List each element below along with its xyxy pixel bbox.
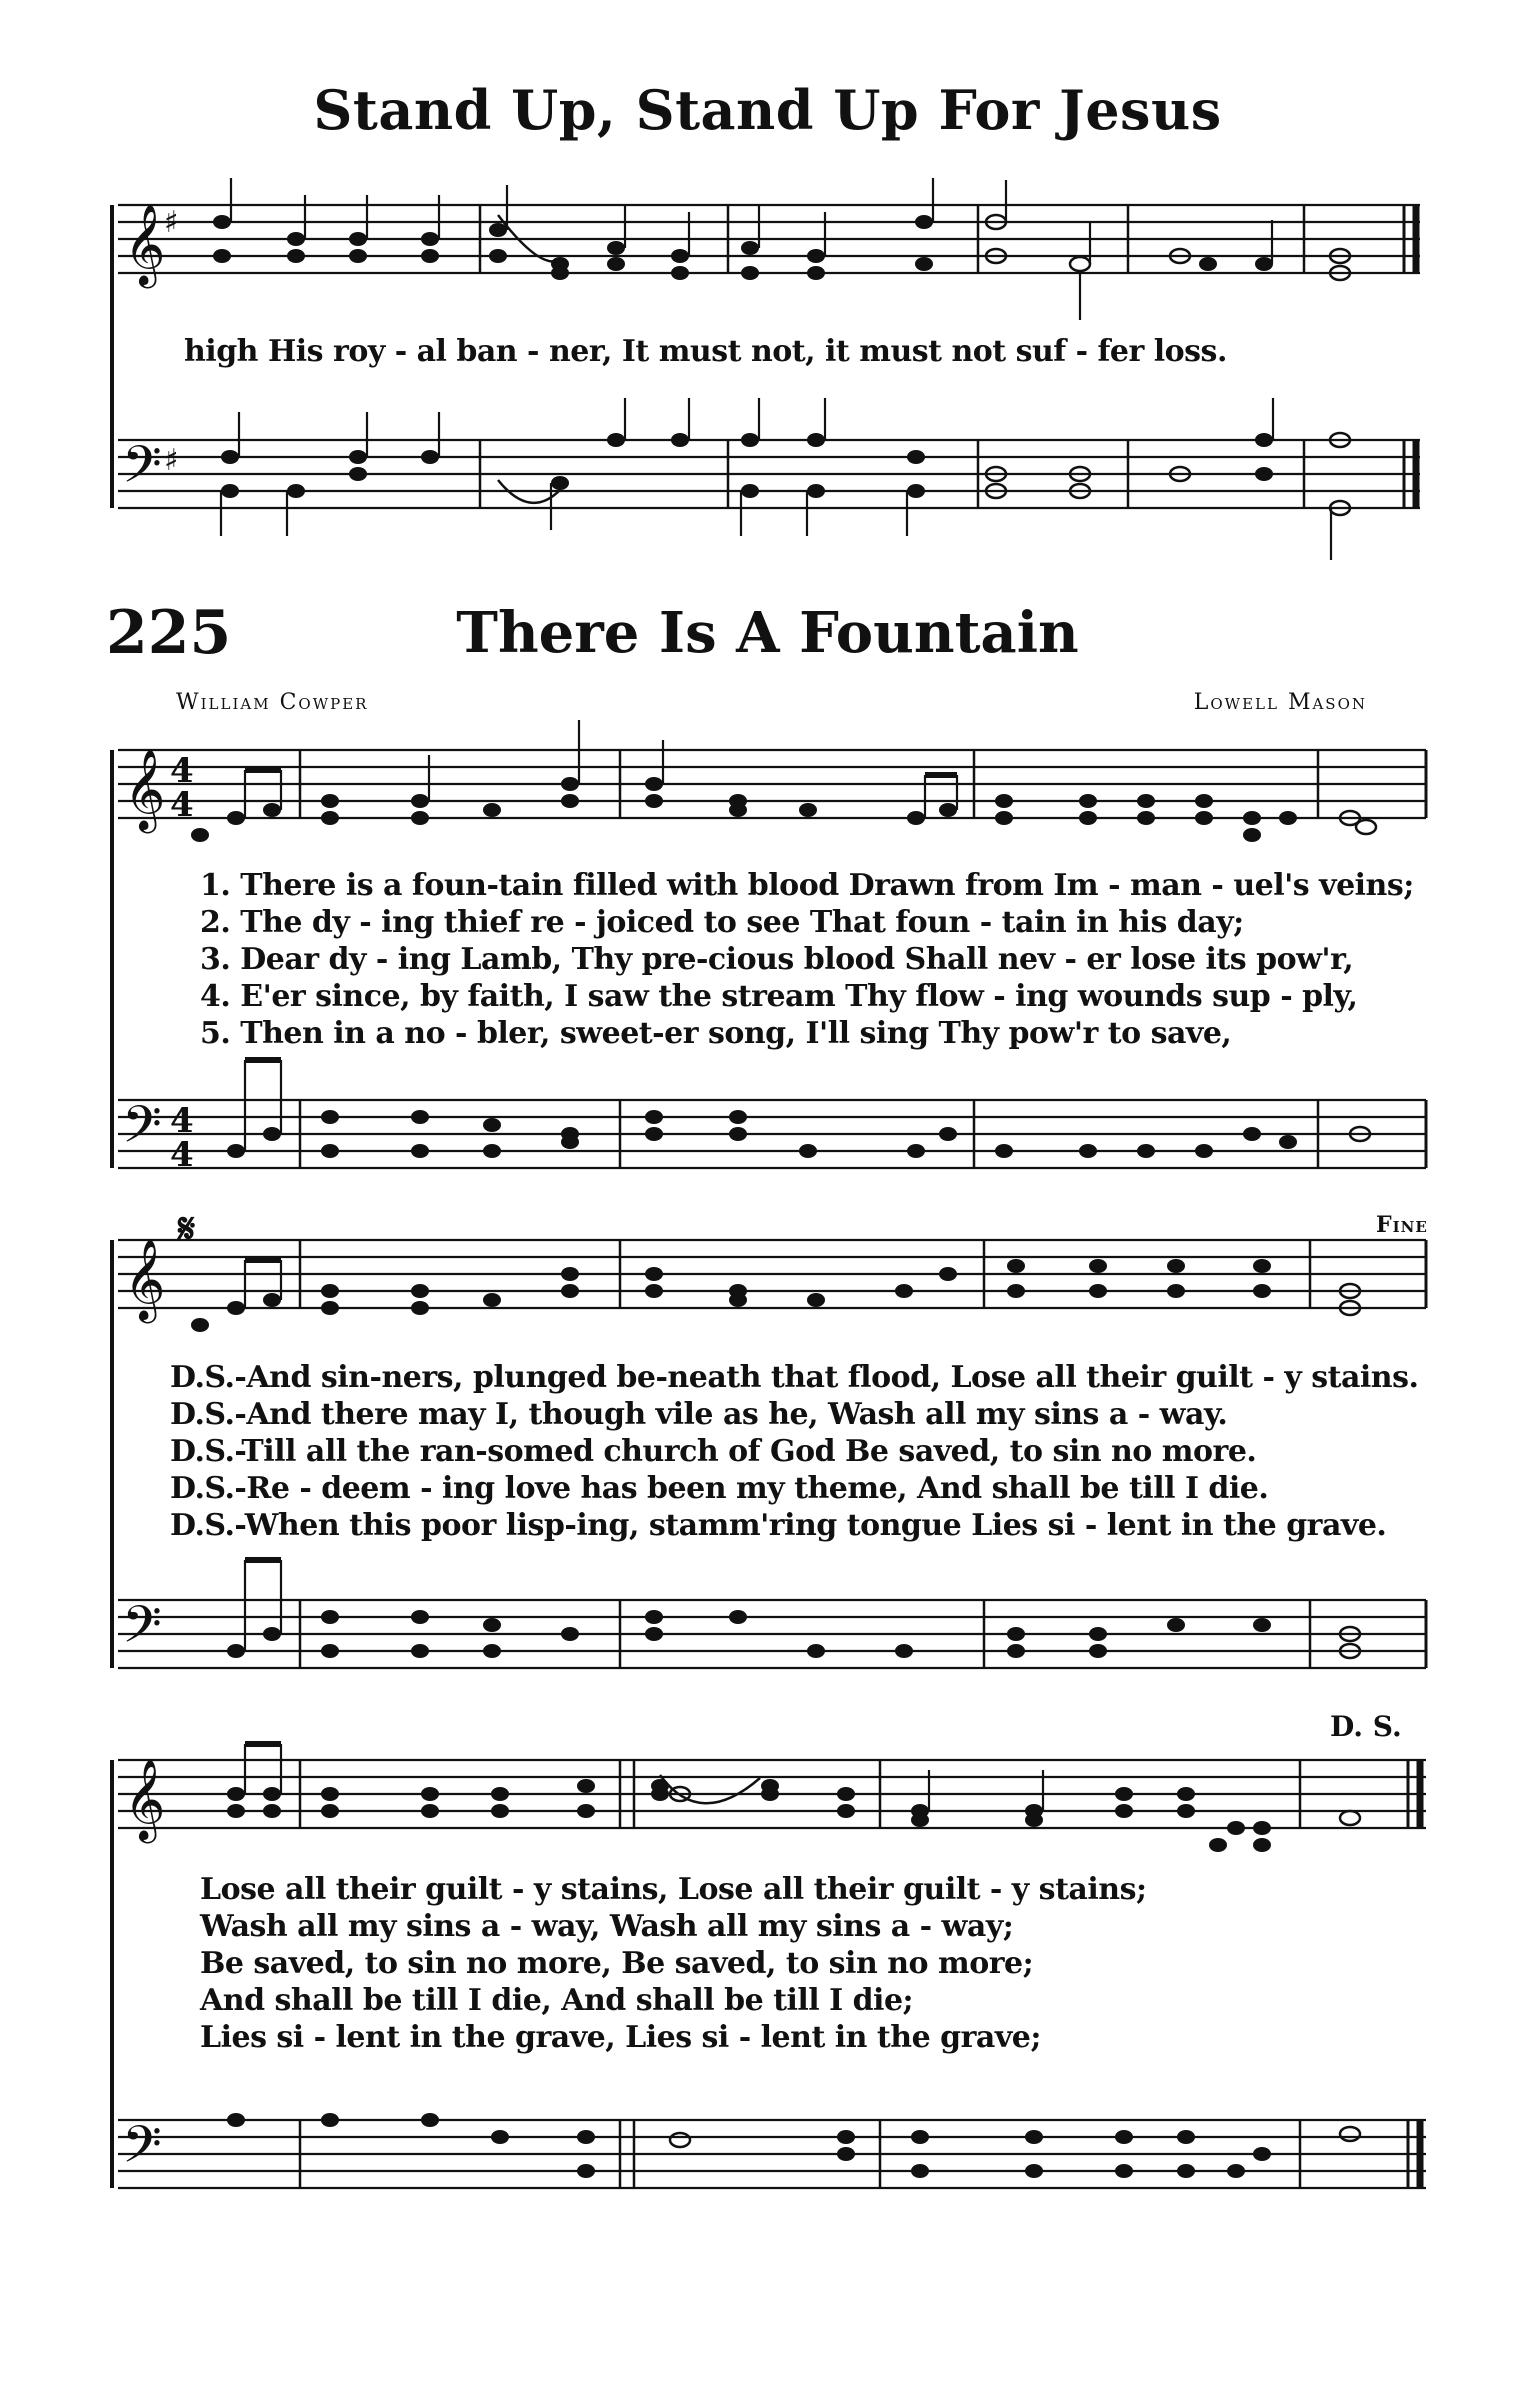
svg-text:𝄞: 𝄞 bbox=[124, 1758, 166, 1840]
verse-1-line-a: 1. There is a foun-tain filled with blood Drawn from Im - man - uel's veins; bbox=[200, 868, 1414, 903]
verse-3-line-b: D.S.-Till all the ran-somed church of God Be saved, to sin no more. bbox=[170, 1434, 1257, 1469]
svg-text:♯: ♯ bbox=[164, 443, 179, 478]
svg-text:4: 4 bbox=[170, 751, 194, 791]
hymn2-title: There Is A Fountain bbox=[456, 600, 1079, 666]
hymn1-lyrics: high His roy - al ban - ner, It must not, it must not suf - fer loss. bbox=[184, 334, 1227, 369]
verse-4-line-b: D.S.-Re - deem - ing love has been my theme, And shall be till I die. bbox=[170, 1471, 1269, 1506]
svg-text:𝄞: 𝄞 bbox=[124, 1238, 166, 1320]
refrain-line-3: Be saved, to sin no more, Be saved, to sin no more; bbox=[200, 1946, 1034, 1981]
svg-text:4: 4 bbox=[170, 1135, 194, 1175]
hymn1-title: Stand Up, Stand Up For Jesus bbox=[313, 78, 1222, 142]
verse-1-line-b: D.S.-And sin-ners, plunged be-neath that flood, Lose all their guilt - y stains. bbox=[170, 1360, 1419, 1395]
fine-mark: Fine bbox=[1376, 1212, 1428, 1238]
svg-text:𝄢: 𝄢 bbox=[122, 1094, 162, 1167]
svg-text:4: 4 bbox=[170, 1101, 194, 1141]
svg-text:♯: ♯ bbox=[164, 205, 179, 240]
svg-text:4: 4 bbox=[170, 785, 194, 825]
verse-2-line-b: D.S.-And there may I, though vile as he, Wash all my sins a - way. bbox=[170, 1397, 1228, 1432]
verse-5-line-a: 5. Then in a no - bler, sweet-er song, I'll sing Thy pow'r to save, bbox=[200, 1016, 1232, 1051]
svg-text:𝄢: 𝄢 bbox=[122, 1594, 162, 1667]
refrain-line-5: Lies si - lent in the grave, Lies si - lent in the grave; bbox=[200, 2020, 1041, 2055]
svg-text:𝄢: 𝄢 bbox=[122, 434, 162, 507]
ds-mark: D. S. bbox=[1330, 1710, 1402, 1743]
words-credit: William Cowper bbox=[176, 690, 369, 715]
svg-text:𝄢: 𝄢 bbox=[122, 2114, 162, 2187]
music-credit: Lowell Mason bbox=[1193, 690, 1367, 715]
hymn-number: 225 bbox=[106, 598, 232, 668]
refrain-line-2: Wash all my sins a - way, Wash all my sins a - way; bbox=[200, 1909, 1014, 1944]
verse-2-line-a: 2. The dy - ing thief re - joiced to see That foun - tain in his day; bbox=[200, 905, 1244, 940]
verse-3-line-a: 3. Dear dy - ing Lamb, Thy pre-cious blood Shall nev - er lose its pow'r, bbox=[200, 942, 1354, 977]
svg-text:𝄞: 𝄞 bbox=[124, 748, 166, 830]
refrain-line-1: Lose all their guilt - y stains, Lose all their guilt - y stains; bbox=[200, 1872, 1147, 1907]
verse-5-line-b: D.S.-When this poor lisp-ing, stamm'ring tongue Lies si - lent in the grave. bbox=[170, 1508, 1387, 1543]
segno-sign: 𝄋 bbox=[178, 1205, 196, 1252]
verse-4-line-a: 4. E'er since, by faith, I saw the stream Thy flow - ing wounds sup - ply, bbox=[200, 979, 1358, 1014]
svg-text:𝄞: 𝄞 bbox=[124, 203, 166, 285]
refrain-line-4: And shall be till I die, And shall be till I die; bbox=[200, 1983, 914, 2018]
